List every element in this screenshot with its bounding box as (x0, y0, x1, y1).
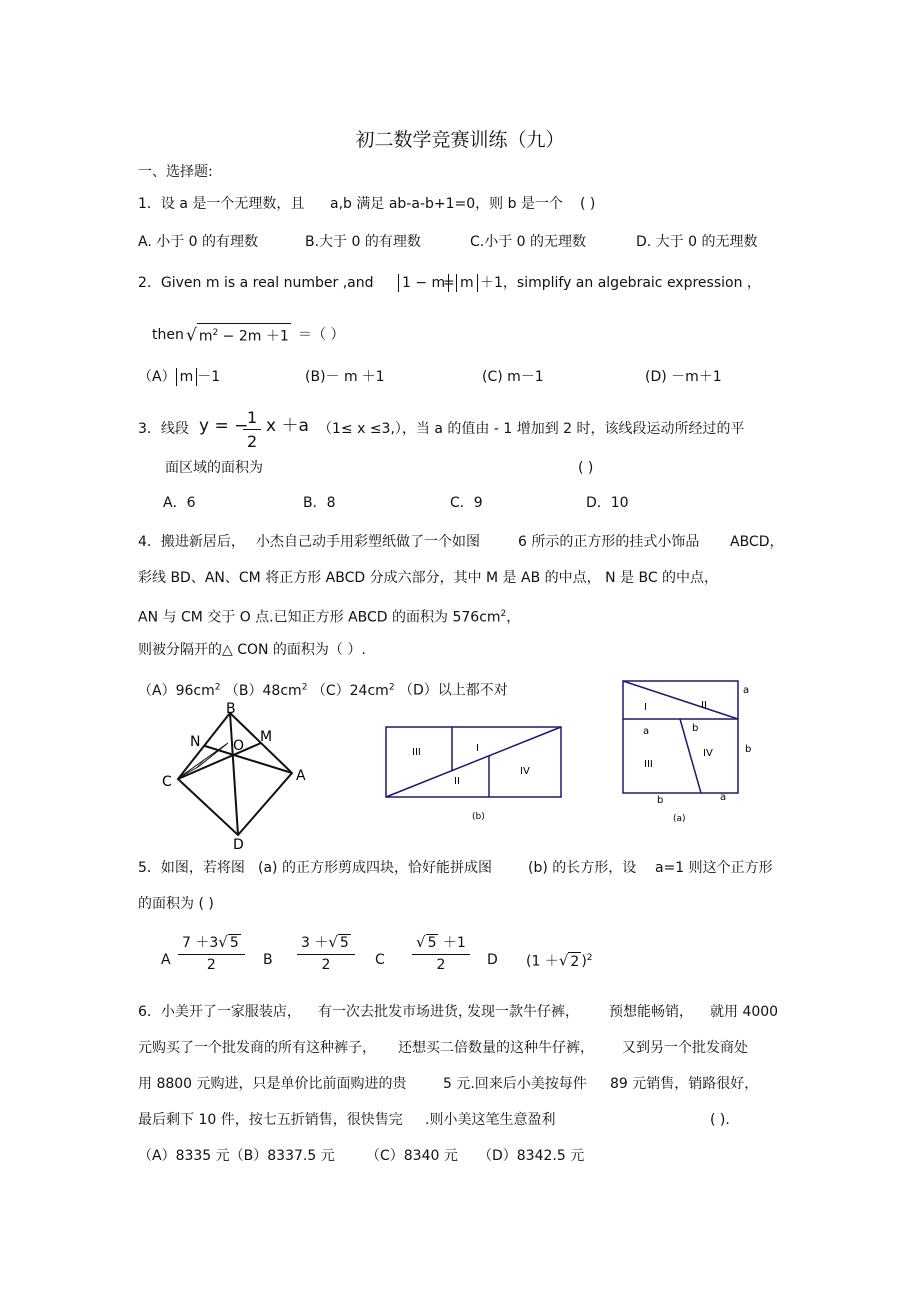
q2-stem-p2: ＋1，simplify an algebraic expression ， (480, 275, 761, 291)
q5-option-c-fraction: √ 5 ＋1 2 (412, 932, 470, 973)
q6-answer-paren: ( ). (710, 1112, 730, 1128)
q6-line1-c: 发现一款牛仔裤， (467, 1004, 579, 1020)
q4-line2: 彩线 BD、AN、CM 将正方形 ABCD 分成六部分，其中 M 是 AB 的中点， N 是 BC 的中点， (138, 570, 719, 586)
q6-line1-a: 6．小美开了一家服装店， (138, 1004, 301, 1020)
q6-line4-a: 最后剩下 10 件，按七五折销售，很快售完 (138, 1112, 403, 1128)
region-iii: III (644, 759, 653, 770)
q5-line1-d: a=1 则这个正方形 (655, 860, 773, 876)
q2-stem-p1: 2．Given m is a real number ,and (138, 275, 374, 291)
q6-option-c: （C）8340 元 (366, 1148, 458, 1164)
q5-option-a-fraction: 7 ＋3√ 5 2 (178, 932, 245, 973)
q6-line2-a: 元购买了一个批发商的所有这种裤子， (138, 1040, 376, 1056)
q5-option-c-label: C (375, 952, 385, 968)
q5-option-a-label: A (161, 952, 171, 968)
q3-fraction-half: 1 2 (243, 408, 261, 451)
q4-line1-a: 4．搬进新居后， (138, 534, 245, 550)
label-c: C (162, 774, 172, 790)
label-d: D (233, 837, 244, 853)
q1-stem-a: 1．设 a 是一个无理数，且 (138, 196, 305, 212)
q4-option-d: （D）以上都不对 (399, 682, 508, 699)
q5-line2: 的面积为 ( ) (138, 896, 214, 912)
q5-option-d-label: D (487, 952, 498, 968)
q4-option-c: $(C)24cm^2$ (311, 682, 395, 699)
diagonal-bd (230, 713, 238, 835)
q2-equals: = (443, 275, 455, 291)
region-iv: IV (703, 748, 713, 759)
q1-stem-b: a,b 满足 ab-a-b+1=0，则 b 是一个 (330, 196, 563, 212)
q6-line2-c: 又到另一个批发商处 (622, 1040, 748, 1056)
q2-option-a: （A） m －1 (138, 369, 221, 385)
q6-line1-d: 预想能畅销， (609, 1004, 693, 1020)
side-a-mid: a (643, 726, 650, 737)
q6-line1-b: 有一次去批发市场进货， (318, 1004, 472, 1020)
side-a-top: a (743, 685, 750, 696)
label-o: O (233, 738, 245, 754)
q6-line3-b: 5 元.回来后小美按每件 (443, 1076, 587, 1092)
label-m: M (260, 729, 273, 745)
section-heading: 一、选择题: (138, 164, 213, 180)
q5-option-b-fraction: 3 ＋√ 5 2 (297, 932, 355, 973)
q5-line1-b: (a) 的正方形剪成四块，恰好能拼成图 (258, 860, 492, 876)
q3-option-b: B．8 (303, 495, 336, 511)
q3-option-c: C．9 (450, 495, 483, 511)
q2-option-b: (B)－ m ＋1 (305, 369, 385, 385)
side-b-right: b (745, 744, 752, 755)
q6-line3-a: 用 8800 元购进，只是单价比前面购进的贵 (138, 1076, 407, 1092)
q3-label: 3．线段 (138, 421, 189, 437)
q2-abs-m: m (456, 274, 478, 292)
region-iii: III (412, 747, 421, 758)
label-n: N (190, 734, 201, 750)
q6-option-d: （D）8342.5 元 (478, 1148, 585, 1164)
q1-option-c: C.小于 0 的无理数 (470, 234, 587, 250)
q6-line2-b: 还想买二倍数量的这种牛仔裤， (398, 1040, 594, 1056)
q1-answer-paren: ( ) (580, 196, 596, 212)
q6-line4-b: .则小美这笔生意盈利 (425, 1112, 556, 1128)
figure-b-rectangle (380, 722, 570, 827)
q6-line3-c: 89 元销售，销路很好， (610, 1076, 759, 1092)
q3-expr-rest: x ＋a (266, 416, 309, 436)
q4-option-b: $(B)48cm^2$ (224, 682, 308, 699)
q2-sqrt-expression: √ $m^2 - 2m +1$ (186, 323, 291, 346)
label-a: A (296, 768, 306, 784)
q1-option-d: D. 大于 0 的无理数 (636, 234, 758, 250)
q6-line1-e: 就用 4000 (710, 1004, 779, 1020)
q5-option-d-expression: (1 ＋√ 2 )$^2$ (526, 951, 593, 970)
q1-option-a: A. 小于 0 的有理数 (138, 234, 259, 250)
q4-line1-b: 小杰自己动手用彩塑纸做了一个如图 (256, 534, 480, 550)
page-title: 初二数学竞赛训练（九） (355, 129, 565, 151)
q3-option-d: D．10 (586, 495, 629, 511)
q6-option-ab: （A）8335 元（B）8337.5 元 (138, 1148, 335, 1164)
side-b-mid: b (692, 723, 699, 734)
side-b-bottom: b (657, 795, 664, 806)
figure-a-caption: (a) (673, 814, 686, 824)
square-outline (623, 681, 738, 793)
side-a-bottom: a (720, 792, 727, 803)
q1-option-b: B.大于 0 的有理数 (305, 234, 421, 250)
region-i: I (644, 702, 647, 713)
q4-line3: AN 与 CM 交于 O 点.已知正方形 ABCD 的面积为 $576cm^2$， (138, 609, 521, 626)
q4-line1-c: 6 所示的正方形的挂式小饰品 (518, 534, 700, 550)
q5-option-b-label: B (263, 952, 273, 968)
q4-option-a: $(A)96cm^2$ (138, 682, 221, 699)
q4-line4: 则被分隔开的△ CON 的面积为（ ）. (138, 642, 366, 658)
q3-option-a: A．6 (163, 495, 196, 511)
q2-abs-one-minus-m: 1 − m (398, 274, 449, 292)
q3-line2: 面区域的面积为 (165, 460, 263, 476)
q3-y-equals: y = − (199, 416, 249, 436)
square-top-diagonal (623, 681, 738, 719)
region-i: I (476, 743, 479, 754)
rectangle-diagonal (386, 727, 561, 797)
q2-answer-paren: ＝（ ） (298, 327, 345, 343)
q3-condition: （1≤ x ≤3,），当 a 的值由 - 1 增加到 2 时，该线段运动所经过的平 (318, 421, 745, 437)
q5-line1-c: (b) 的长方形，设 (528, 860, 637, 876)
figure-a-square (615, 675, 765, 827)
q5-line1-a: 5．如图，若将图 (138, 860, 245, 876)
q3-answer-paren: ( ) (578, 460, 594, 476)
label-b: B (226, 701, 236, 717)
region-iv: IV (520, 766, 530, 777)
region-ii: II (454, 776, 460, 787)
q4-line1-d: ABCD， (730, 534, 784, 550)
q2-option-d: (D) －m＋1 (645, 369, 722, 385)
region-ii: II (701, 700, 707, 711)
q2-then: then (152, 327, 184, 343)
figure-b-caption: (b) (472, 812, 485, 822)
figure-6-square-abcd (150, 695, 320, 855)
q2-option-c: (C) m－1 (482, 369, 544, 385)
